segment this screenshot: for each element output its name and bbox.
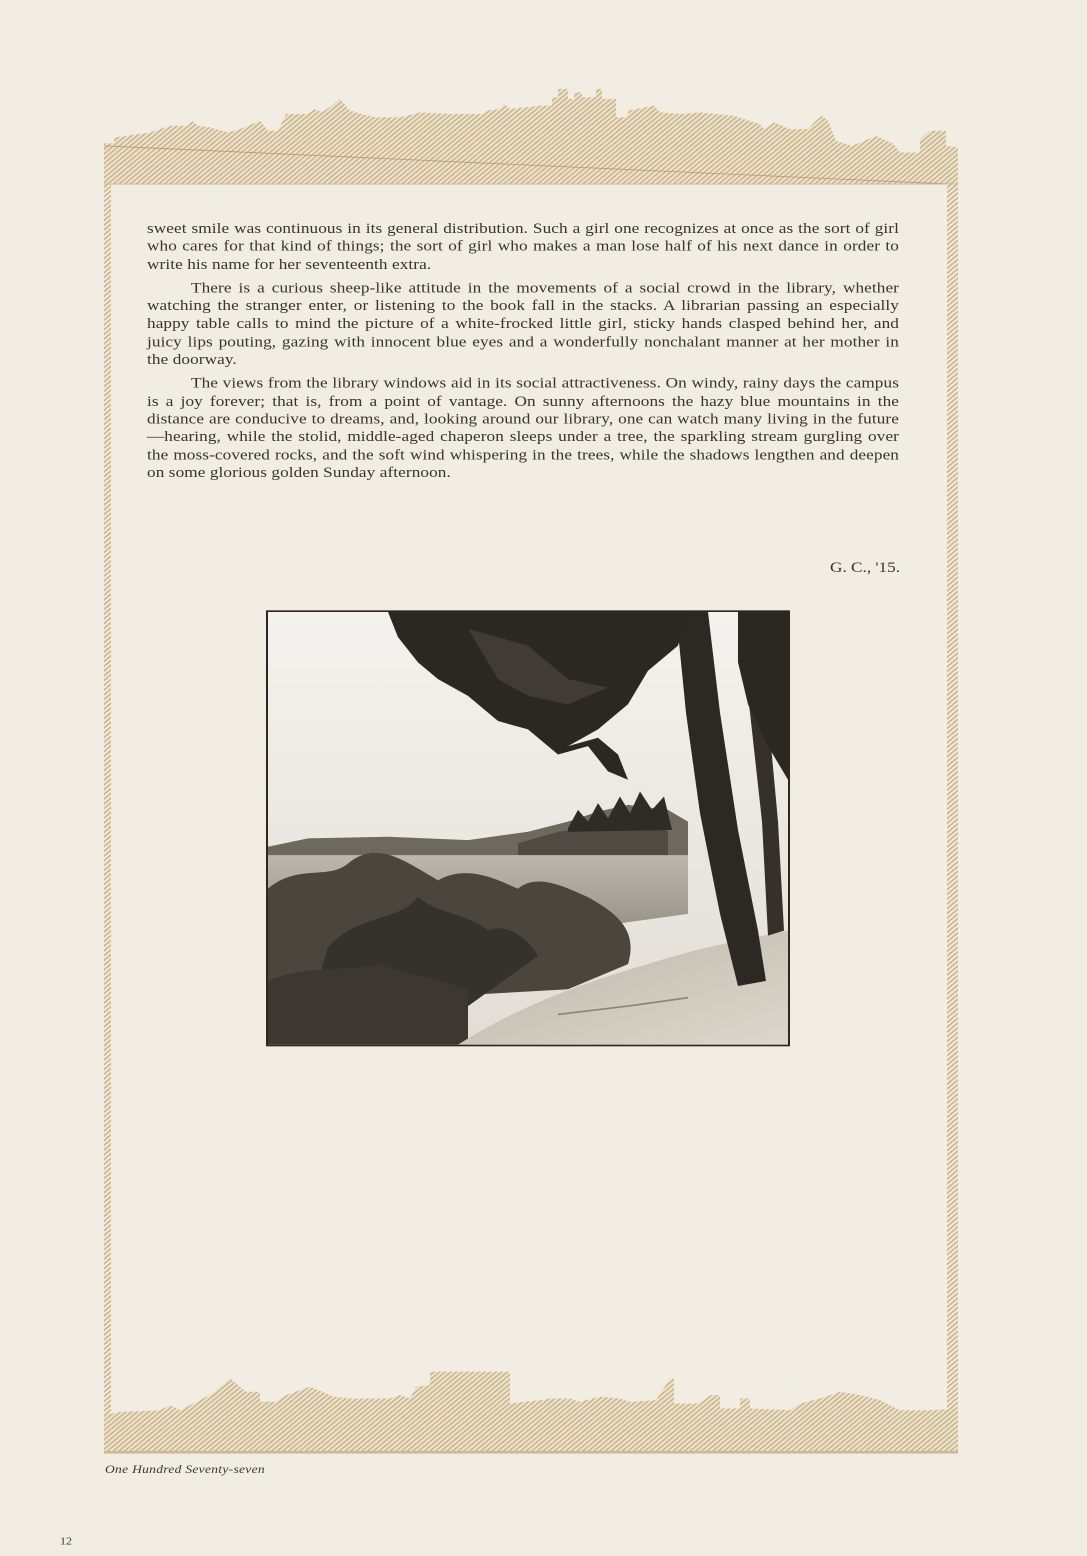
skyline-top-icon: [100, 80, 962, 184]
paragraph-1: sweet smile was continuous in its general distribution. Such a girl one recognizes at once as the sort of girl who cares for that kind of things; the sort of girl who makes a man lose half of his next dance in order to write his name for her seventeenth extra.: [147, 220, 899, 273]
page-number: 12: [60, 1535, 72, 1547]
paragraph-3: The views from the library windows aid in its social attractiveness. On windy, rainy days the campus is a joy forever; that is, from a point of vantage. On sunny afternoons the hazy blue mountains in the distance are conducive to dreams, and, looking around our library, one can watch many living in the future—hearing, while the stolid, middle-aged chaperon sleeps under a tree, the sparkling stream gurgling over the moss-covered rocks, and the soft wind whispering in the trees, while the shadows lengthen and deepen on some glorious golden Sunday afternoon.: [147, 375, 899, 481]
author-signature: G. C., '15.: [830, 559, 900, 576]
footer-page-caption: One Hundred Seventy-seven: [105, 1463, 265, 1476]
article-body: [147, 220, 899, 488]
paragraph-2: There is a curious sheep-like attitude in the movements of a social crowd in the library, whether watching the stranger enter, or listening to the book fall in the stacks. A librarian passing an especially happy table calls to mind the picture of a white-frocked little girl, sticky hands clasped behind her, and juicy lips pouting, gazing with innocent blue eyes and a wonderfully nonchalant manner at her mother in the doorway.: [147, 279, 899, 368]
lake-and-pines-photo-icon: [268, 612, 788, 1045]
frame-right-border: [947, 168, 958, 1452]
skyline-bottom-icon: [100, 1362, 962, 1454]
frame-left-border: [104, 172, 111, 1452]
photograph-frame: [266, 610, 790, 1046]
